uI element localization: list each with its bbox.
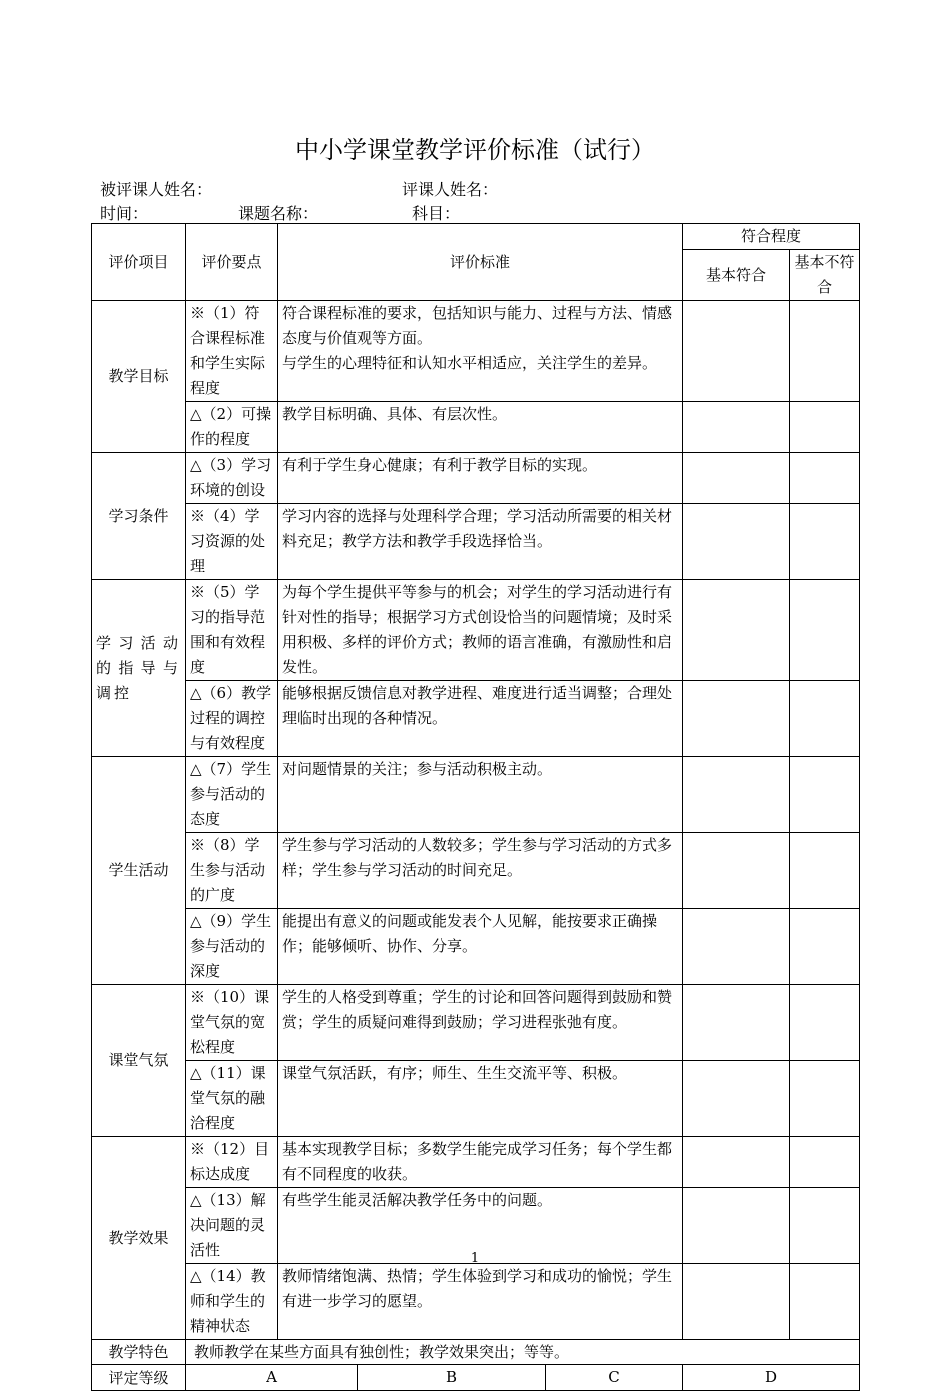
basic-match-cell[interactable] xyxy=(683,1061,790,1137)
evaluation-standard-cell: 能够根据反馈信息对教学进程、难度进行适当调整；合理处理临时出现的各种情况。 xyxy=(278,681,683,757)
basic-mismatch-cell[interactable] xyxy=(790,580,860,681)
evaluation-standard-cell: 为每个学生提供平等参与的机会；对学生的学习活动进行有针对性的指导；根据学习方式创设恰当的问题情境；及时采用积极、多样的评价方式；教师的语言准确，有激励性和启发性。 xyxy=(278,580,683,681)
grade-label: 评定等级 xyxy=(92,1365,186,1391)
evaluation-point-cell: △（3）学习环境的创设 xyxy=(186,453,278,504)
topic-label: 课题名称： xyxy=(238,204,319,223)
evaluation-point-cell: △（13）解决问题的灵活性 xyxy=(186,1188,278,1264)
category-cell: 课堂气氛 xyxy=(92,985,186,1137)
basic-mismatch-cell[interactable] xyxy=(790,909,860,985)
header-degree: 符合程度 xyxy=(683,224,860,250)
evaluation-standard-cell: 对问题情景的关注；参与活动积极主动。 xyxy=(278,757,683,833)
basic-match-cell[interactable] xyxy=(683,1137,790,1188)
basic-match-cell[interactable] xyxy=(683,833,790,909)
header-standard: 评价标准 xyxy=(278,224,683,301)
table-row xyxy=(92,985,860,1061)
evaluation-standard-cell: 符合课程标准的要求，包括知识与能力、过程与方法、情感态度与价值观等方面。 与学生的心理特征和认知水平相适应，关注学生的差异。 xyxy=(278,301,683,402)
basic-mismatch-cell[interactable] xyxy=(790,985,860,1061)
evaluation-point-cell: △（6）教学过程的调控与有效程度 xyxy=(186,681,278,757)
page-title: 中小学课堂教学评价标准（试行） xyxy=(295,136,655,164)
table-row xyxy=(92,1264,860,1340)
basic-match-cell[interactable] xyxy=(683,985,790,1061)
evaluation-point-cell: △（2）可操作的程度 xyxy=(186,402,278,453)
time-label: 时间： xyxy=(100,204,149,223)
basic-match-cell[interactable] xyxy=(683,580,790,681)
evaluation-point-cell: ※（4）学习资源的处理 xyxy=(186,504,278,580)
grade-c: C xyxy=(546,1365,683,1391)
basic-match-cell[interactable] xyxy=(683,909,790,985)
table-body xyxy=(92,301,860,1340)
basic-match-cell[interactable] xyxy=(683,1264,790,1340)
evaluation-standard-cell: 教师情绪饱满、热情；学生体验到学习和成功的愉悦；学生有进一步学习的愿望。 xyxy=(278,1264,683,1340)
basic-mismatch-cell[interactable] xyxy=(790,1264,860,1340)
category-cell: 学习条件 xyxy=(92,453,186,580)
header-basic-mismatch: 基本不符合 xyxy=(790,250,860,301)
evaluation-standard-cell: 有利于学生身心健康；有利于教学目标的实现。 xyxy=(278,453,683,504)
basic-mismatch-cell[interactable] xyxy=(790,681,860,757)
table-row xyxy=(92,580,860,681)
feature-label: 教学特色 xyxy=(92,1340,186,1365)
table-row xyxy=(92,1137,860,1188)
table-row xyxy=(92,833,860,909)
evaluation-standard-cell: 基本实现教学目标；多数学生能完成学习任务；每个学生都有不同程度的收获。 xyxy=(278,1137,683,1188)
category-cell: 教学效果 xyxy=(92,1137,186,1340)
basic-mismatch-cell[interactable] xyxy=(790,504,860,580)
evaluation-standard-cell: 学生的人格受到尊重；学生的讨论和回答问题得到鼓励和赞赏；学生的质疑问难得到鼓励；学习进程张弛有度。 xyxy=(278,985,683,1061)
evaluation-standard-cell: 课堂气氛活跃，有序；师生、生生交流平等、积极。 xyxy=(278,1061,683,1137)
grade-b: B xyxy=(358,1365,546,1391)
evaluation-standard-cell: 有些学生能灵活解决教学任务中的问题。 xyxy=(278,1188,683,1264)
basic-mismatch-cell[interactable] xyxy=(790,301,860,402)
header-item: 评价项目 xyxy=(92,224,186,301)
evaluation-point-cell: ※（12）目标达成度 xyxy=(186,1137,278,1188)
basic-match-cell[interactable] xyxy=(683,504,790,580)
evaluation-point-cell: △（14）教师和学生的精神状态 xyxy=(186,1264,278,1340)
basic-match-cell[interactable] xyxy=(683,301,790,402)
evaluation-point-cell: ※（10）课堂气氛的宽松程度 xyxy=(186,985,278,1061)
evaluation-standard-cell: 能提出有意义的问题或能发表个人见解，能按要求正确操作；能够倾听、协作、分享。 xyxy=(278,909,683,985)
evaluation-standard-cell: 学习内容的选择与处理科学合理；学习活动所需要的相关材料充足；教学方法和教学手段选择恰当。 xyxy=(278,504,683,580)
evaluator-name-label: 评课人姓名： xyxy=(402,180,499,199)
basic-mismatch-cell[interactable] xyxy=(790,402,860,453)
table-row xyxy=(92,1061,860,1137)
evaluation-table xyxy=(91,223,860,1391)
evaluation-point-cell: ※（8）学生参与活动的广度 xyxy=(186,833,278,909)
category-cell: 学生活动 xyxy=(92,757,186,985)
basic-mismatch-cell[interactable] xyxy=(790,1137,860,1188)
grade-d: D xyxy=(683,1365,860,1391)
category-cell: 教学目标 xyxy=(92,301,186,453)
basic-mismatch-cell[interactable] xyxy=(790,757,860,833)
table-row xyxy=(92,757,860,833)
basic-match-cell[interactable] xyxy=(683,402,790,453)
evaluation-point-cell: △（9）学生参与活动的深度 xyxy=(186,909,278,985)
table-row xyxy=(92,301,860,402)
header-point: 评价要点 xyxy=(186,224,278,301)
basic-mismatch-cell[interactable] xyxy=(790,1061,860,1137)
basic-match-cell[interactable] xyxy=(683,757,790,833)
evaluation-point-cell: △（11）课堂气氛的融洽程度 xyxy=(186,1061,278,1137)
table-row xyxy=(92,504,860,580)
subject-label: 科目： xyxy=(412,204,461,223)
basic-match-cell[interactable] xyxy=(683,681,790,757)
basic-mismatch-cell[interactable] xyxy=(790,453,860,504)
feature-text: 教师教学在某些方面具有独创性；教学效果突出；等等。 xyxy=(186,1340,860,1365)
header-basic-match: 基本符合 xyxy=(683,250,790,301)
category-cell: 学习活动的指导与调控 xyxy=(92,580,186,757)
evaluation-point-cell: ※（5）学习的指导范围和有效程度 xyxy=(186,580,278,681)
basic-match-cell[interactable] xyxy=(683,453,790,504)
evaluation-standard-cell: 教学目标明确、具体、有层次性。 xyxy=(278,402,683,453)
grade-a: A xyxy=(186,1365,358,1391)
evaluation-standard-cell: 学生参与学习活动的人数较多；学生参与学习活动的方式多样；学生参与学习活动的时间充足。 xyxy=(278,833,683,909)
evaluation-point-cell: △（7）学生参与活动的态度 xyxy=(186,757,278,833)
table-row xyxy=(92,909,860,985)
basic-mismatch-cell[interactable] xyxy=(790,833,860,909)
evaluatee-name-label: 被评课人姓名： xyxy=(100,180,213,199)
table-row xyxy=(92,453,860,504)
evaluation-point-cell: ※（1）符合课程标准和学生实际程度 xyxy=(186,301,278,402)
page-number: 1 xyxy=(470,1251,480,1266)
table-row xyxy=(92,402,860,453)
table-row xyxy=(92,681,860,757)
